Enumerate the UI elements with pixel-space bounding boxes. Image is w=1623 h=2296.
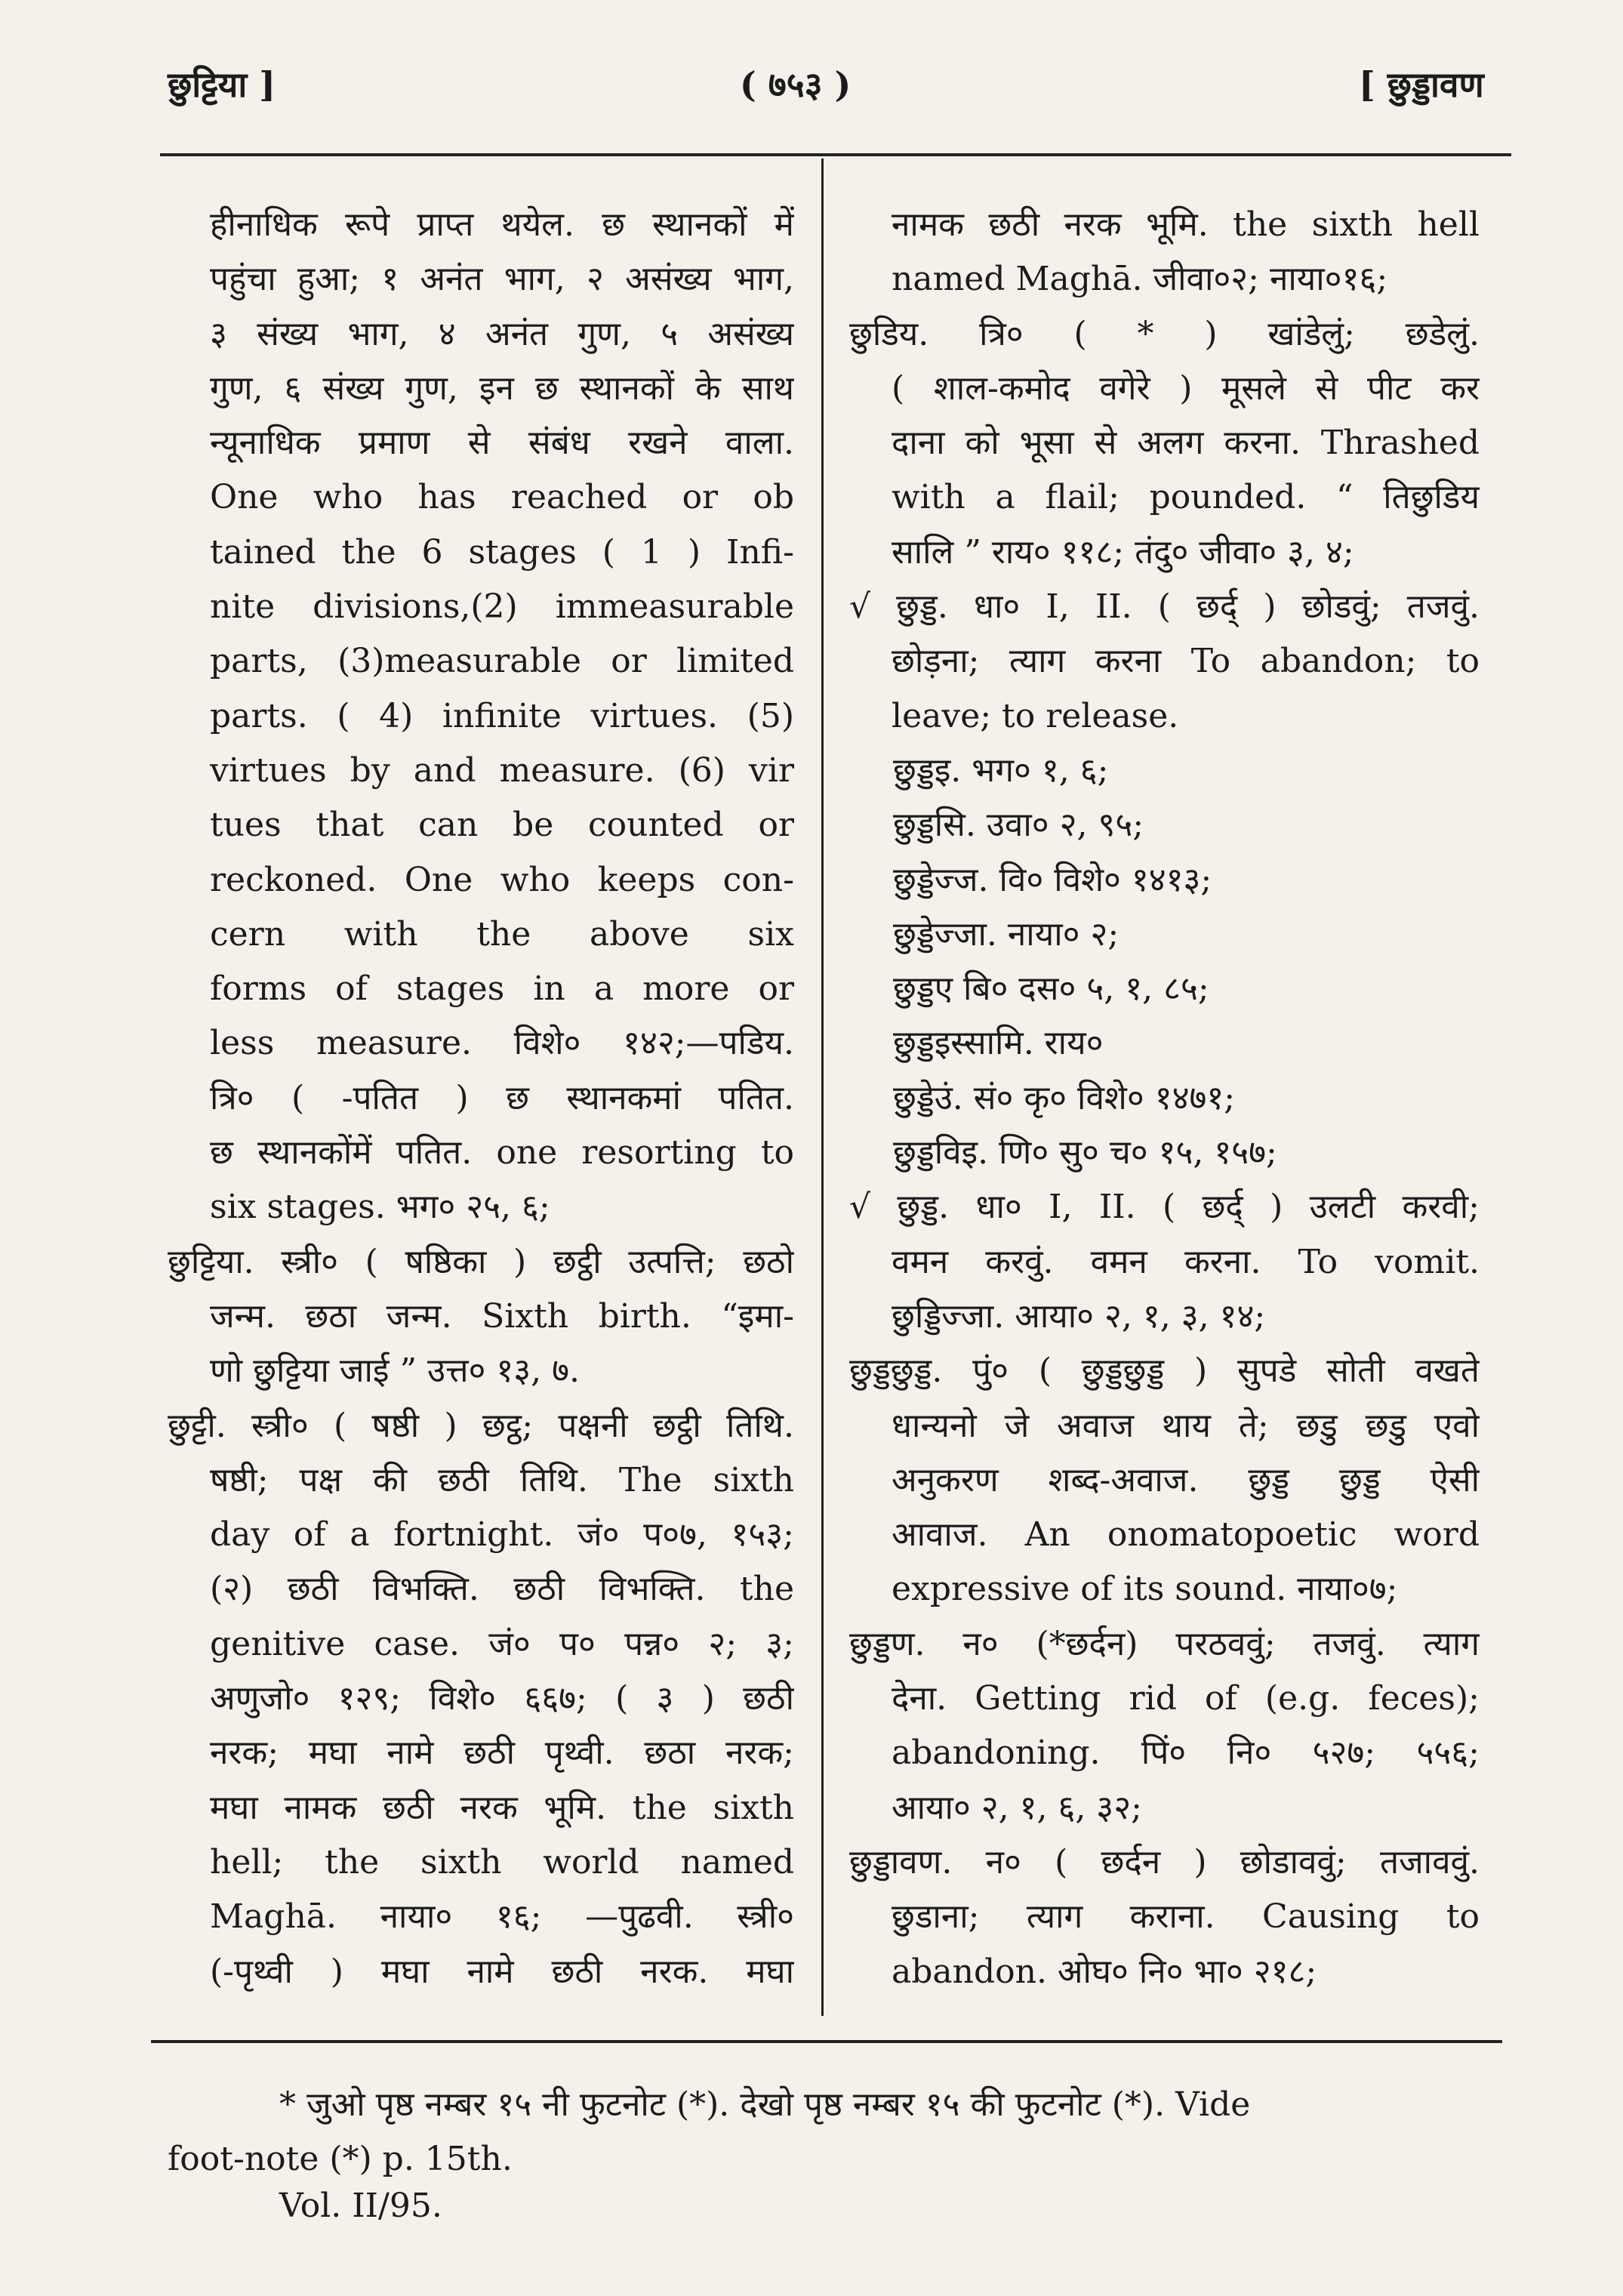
right-column: [849, 198, 1480, 1999]
entry-headword-line: छुट्टी. स्त्री० ( षष्ठी ) छट्ठ; पक्षनी छट्ठी तिथि.: [168, 1406, 794, 1445]
entry-text-line: day of a fortnight. जं० प०७, १५३;: [210, 1515, 794, 1555]
entry-text-line: छुड्डइस्सामि. राय०: [893, 1024, 1104, 1063]
entry-text-line: वमन करवुं. वमन करना. To vomit.: [892, 1242, 1480, 1281]
entry-headword-line: छुड्डावण. न० ( छर्दन ) छोडाववुं; तजाववुं.: [849, 1842, 1480, 1881]
entry-text-line: षष्ठी; पक्ष की छठी तिथि. The sixth: [210, 1460, 794, 1499]
entry-text-line: मघा नामक छठी नरक भूमि. the sixth: [210, 1788, 794, 1827]
left-column: [168, 198, 794, 1999]
page-number: ( ७५३ ): [740, 64, 852, 105]
entry-text-line: parts. ( 4) infinite virtues. (5): [210, 696, 794, 735]
entry-text-line: अणुजो० १२९; विशे० ६६७; ( ३ ) छठी: [210, 1679, 794, 1718]
entry-text-line: छुड्डविइ. णि० सु० च० १५, १५७;: [893, 1133, 1277, 1173]
entry-text-line: expressive of its sound. नाया०७;: [892, 1570, 1398, 1609]
entry-headword-line: √ छुड्ड. धा० I, II. ( छर्द् ) छोडवुं; तजवुं.: [849, 587, 1480, 627]
header-rule: [160, 153, 1511, 156]
entry-text-line: सालि ” राय० ११८; तंदु० जीवा० ३, ४;: [892, 532, 1354, 572]
entry-text-line: आया० २, १, ६, ३२;: [892, 1788, 1142, 1827]
entry-text-line: virtues by and measure. (6) vir: [210, 750, 794, 790]
entry-text-line: दाना को भूसा से अलग करना. Thrashed: [892, 424, 1480, 463]
entry-text-line: with a flail; pounded. “ तिछुडिय: [892, 478, 1480, 517]
page-header: [0, 60, 1623, 121]
entry-text-line: reckoned. One who keeps con-: [210, 860, 794, 899]
entry-headword-line: छुड्डछुड्ड. पुं० ( छुड्डछुड्ड ) सुपडे सोती वखते: [849, 1351, 1480, 1391]
entry-text-line: (२) छठी विभक्ति. छठी विभक्ति. the: [210, 1570, 794, 1609]
entry-text-line: गुण, ६ संख्य गुण, इन छ स्थानकों के साथ: [210, 368, 794, 408]
footnote-line: foot-note (*) p. 15th.: [168, 2140, 513, 2178]
entry-text-line: nite divisions,(2) immeasurable: [210, 587, 794, 627]
entry-text-line: जन्म. छठा जन्म. Sixth birth. “इमा-: [210, 1296, 794, 1336]
entry-text-line: Maghā. नाया० १६; —पुढवी. स्त्री०: [210, 1897, 794, 1937]
entry-text-line: six stages. भग० २५, ६;: [210, 1188, 550, 1227]
entry-text-line: हीनाधिक रूपे प्राप्त थयेल. छ स्थानकों में: [210, 205, 794, 244]
entry-text-line: abandoning. पिं० नि० ५२७; ५५६;: [892, 1734, 1480, 1773]
entry-text-line: छुड्डइ. भग० १, ६;: [893, 750, 1109, 790]
entry-text-line: छुड्डेउं. सं० कृ० विशे० १४७१;: [893, 1078, 1236, 1117]
entry-headword-line: छुड्डण. न० (*छर्दन) परठववुं; तजवुं. त्याग: [849, 1624, 1480, 1663]
entry-text-line: cern with the above six: [210, 914, 794, 954]
entry-text-line: (-पृथ्वी ) मघा नामे छठी नरक. मघा: [210, 1952, 794, 1991]
header-left-guideword: छुट्टिया ]: [168, 64, 276, 105]
entry-text-line: अनुकरण शब्द-अवाज. छुड्ड छुड्ड ऐसी: [892, 1460, 1480, 1499]
entry-text-line: छुड्डेज्जा. नाया० २;: [893, 914, 1119, 954]
entry-text-line: ( शाल-कमोद वगेरे ) मूसले से पीट कर: [892, 368, 1480, 408]
entry-text-line: leave; to release.: [892, 696, 1179, 735]
header-right-guideword: [ छुड्डावण: [1359, 64, 1484, 105]
entry-text-line: नरक; मघा नामे छठी पृथ्वी. छठा नरक;: [210, 1734, 794, 1773]
entry-text-line: parts, (3)measurable or limited: [210, 642, 794, 681]
entry-text-line: tained the 6 stages ( 1 ) Infi-: [210, 532, 794, 572]
entry-text-line: छ स्थानकोंमें पतित. one resorting to: [210, 1133, 794, 1173]
entry-text-line: छुड्डिज्जा. आया० २, १, ३, १४;: [892, 1296, 1266, 1336]
entry-text-line: hell; the sixth world named: [210, 1842, 794, 1881]
footnote-rule: [151, 2040, 1502, 2043]
entry-text-line: named Maghā. जीवा०२; नाया०१६;: [892, 260, 1388, 299]
entry-text-line: धान्यनो जे अवाज थाय ते; छडु छडु एवो: [892, 1406, 1480, 1445]
entry-text-line: छुडाना; त्याग कराना. Causing to: [892, 1897, 1480, 1937]
entry-text-line: छोड़ना; त्याग करना To abandon; to: [892, 642, 1480, 681]
entry-text-line: ३ संख्य भाग, ४ अनंत गुण, ५ असंख्य: [210, 314, 794, 353]
entry-text-line: abandon. ओघ० नि० भा० २१८;: [892, 1952, 1317, 1991]
entry-headword-line: √ छुड्ड. धा० I, II. ( छर्द् ) उलटी करवी;: [849, 1188, 1480, 1227]
footnote-line: * जुओ पृष्ठ नम्बर १५ नी फुटनोट (*). देखो पृष्ठ नम्बर १५ की फुटनोट (*). Vide: [279, 2085, 1251, 2124]
entry-text-line: छुड्डेज्ज. वि० विशे० १४१३;: [893, 860, 1212, 899]
entry-text-line: नामक छठी नरक भूमि. the sixth hell: [892, 205, 1480, 244]
entry-headword-line: छुडिय. त्रि० ( * ) खांडेलुं; छडेलुं.: [849, 314, 1480, 353]
column-divider: [821, 159, 824, 2016]
entry-text-line: One who has reached or ob: [210, 478, 794, 517]
entry-text-line: पहुंचा हुआ; १ अनंत भाग, २ असंख्य भाग,: [210, 260, 794, 299]
entry-text-line: न्यूनाधिक प्रमाण से संबंध रखने वाला.: [210, 424, 794, 463]
volume-mark: Vol. II/95.: [279, 2187, 442, 2225]
entry-headword-line: छुट्टिया. स्त्री० ( षष्ठिका ) छट्ठी उत्पत्ति; छठो: [168, 1242, 794, 1281]
entry-text-line: त्रि० ( -पतित ) छ स्थानकमां पतित.: [210, 1078, 794, 1117]
footnote: [168, 2078, 1504, 2187]
entry-text-line: आवाज. An onomatopoetic word: [892, 1515, 1480, 1555]
entry-text-line: genitive case. जं० प० पन्न० २; ३;: [210, 1624, 794, 1663]
entry-text-line: forms of stages in a more or: [210, 969, 794, 1009]
entry-text-line: छुड्डसि. उवा० २, ९५;: [893, 806, 1144, 845]
entry-text-line: देना. Getting rid of (e.g. feces);: [892, 1679, 1480, 1718]
entry-text-line: tues that can be counted or: [210, 806, 794, 845]
entry-text-line: णो छुट्टिया जाई ” उत्त० १३, ७.: [210, 1351, 580, 1391]
entry-text-line: छुड्डए बि० दस० ५, १, ८५;: [893, 969, 1209, 1009]
entry-text-line: less measure. विशे० १४२;—पडिय.: [210, 1024, 794, 1063]
